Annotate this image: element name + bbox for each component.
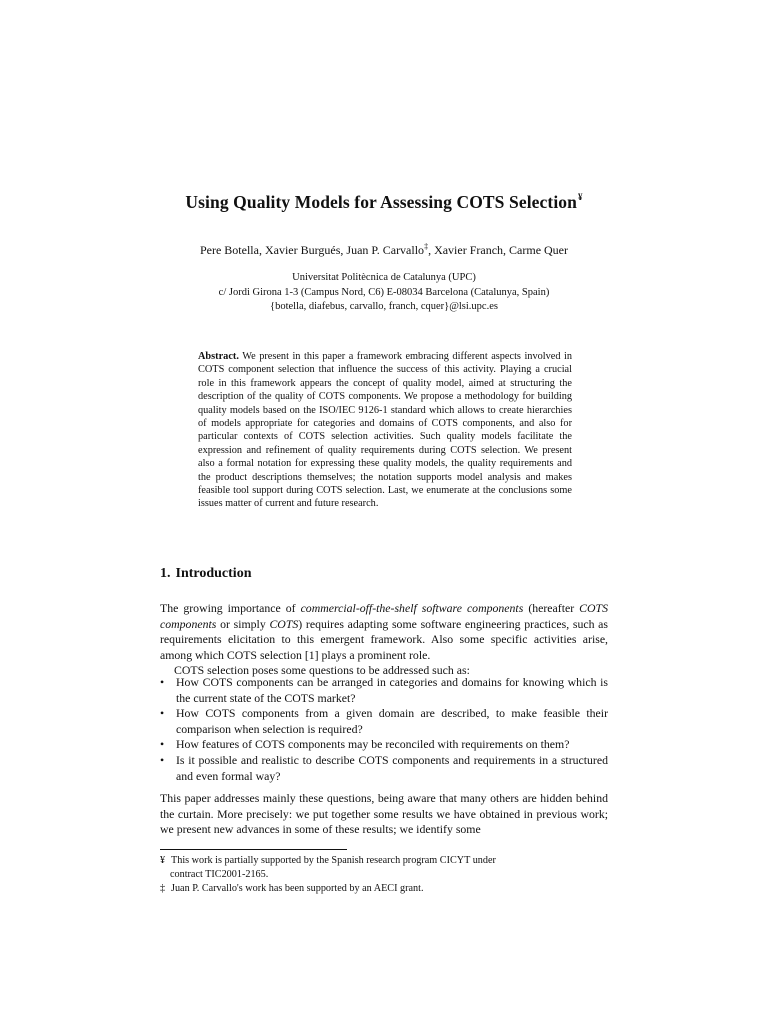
footnote-mark: ¥ (160, 855, 166, 866)
authors-first: Pere Botella, Xavier Burgués, Juan P. Carvallo (199, 243, 425, 257)
affiliation (0, 271, 768, 315)
list-item (160, 753, 608, 784)
abstract (198, 350, 572, 511)
list-item (160, 737, 608, 753)
intro-questions-lead: COTS selection poses some questions to be addressed such as: (174, 663, 470, 678)
affiliation-address: c/ Jordi Girona 1-3 (Campus Nord, C6) E-08034 Barcelona (Catalunya, Spain) (218, 286, 550, 298)
bullet-mark: • (160, 752, 165, 767)
authors-rest: , Xavier Franch, Carme Quer (428, 243, 569, 257)
affiliation-institution: Universitat Politècnica de Catalunya (UPC) (292, 272, 476, 283)
section-title: Introduction (175, 566, 252, 581)
text-run: or simply (216, 616, 270, 631)
bullet-mark: • (160, 737, 165, 752)
list-item-text: How COTS components can be arranged in categories and domains for knowing which is the current state of the COTS market? (176, 675, 608, 705)
footnote-text: This work is partially supported by the Spanish research program CICYT under (171, 855, 496, 866)
list-item (160, 706, 608, 737)
footnotes (160, 854, 608, 895)
emphasis-cots: COTS (269, 616, 299, 631)
footnote-mark: ‡ (160, 882, 166, 894)
list-item-text: How features of COTS components may be reconciled with requirements on them? (176, 737, 570, 752)
intro-paragraph-1-text (160, 601, 608, 663)
text-run: ) requires adapting some software engineering practices, such as requirements elicitation to this emergent framework. Also some specific activities arise, among which COTS selection [1] plays a prominent role. (160, 616, 609, 662)
paper-title (0, 192, 768, 213)
title-text: Using Quality Models for Assessing COTS Selection (185, 192, 577, 212)
section-heading (160, 566, 251, 582)
author-list (0, 242, 768, 258)
abstract-label: Abstract. (198, 351, 239, 362)
emphasis-cots-components: COTS components (160, 601, 609, 631)
author-footnote-mark: ‡ (424, 242, 429, 251)
emphasis-cots-definition: commercial-off-the-shelf software components (300, 601, 524, 615)
intro-paragraph-1 (160, 601, 608, 679)
footnote-continuation: contract TIC2001-2165. (170, 868, 269, 880)
section-number: 1. (160, 566, 171, 581)
bullet-mark: • (160, 706, 165, 721)
list-item-text: How COTS components from a given domain are described, to make feasible their comparison when selection is required? (176, 706, 608, 736)
text-run: (hereafter (523, 601, 580, 615)
text-run: The growing importance of (160, 601, 301, 615)
footnote-text: Juan P. Carvallo's work has been supported by an AECI grant. (171, 882, 424, 894)
list-item-text: Is it possible and realistic to describe COTS components and requirements in a structured and even formal way? (176, 752, 608, 783)
footnote-funding (160, 854, 608, 882)
footnote-divider (160, 849, 347, 850)
footnote-grant (160, 882, 608, 896)
title-footnote-mark: ¥ (577, 192, 583, 202)
question-list (160, 675, 608, 784)
list-item (160, 675, 608, 706)
intro-paragraph-2: This paper addresses mainly these questions, being aware that many others are hidden behind the curtain. More precisely: we put together some results we have obtained in previous work; we present new advances in some of these results; we identify some (160, 791, 608, 837)
abstract-text: We present in this paper a framework embracing different aspects involved in COTS component selection that influence the success of this activity. Playing a crucial role in this framework appears the concept of quality model, aimed at structuring the description of the quality of COTS components. We propose a methodology for building quality models based on the ISO/IEC 9126-1 standard which allows to create hierarchies of models appropriate for categories and domains of COTS components, and also for particular contexts of COTS selection activities. Such quality models facilitate the expression and refinement of quality requirements during COTS selection. We present also a formal notation for expressing these quality models, the quality requirements and the product descriptions themselves; the notation supports model analysis and makes feasible tool support during COTS selection. Last, we enumerate at the conclusions some issues matter of current and future research. (198, 351, 572, 510)
affiliation-emails: {botella, diafebus, carvallo, franch, cquer}@lsi.upc.es (270, 301, 498, 312)
bullet-mark: • (160, 675, 165, 689)
